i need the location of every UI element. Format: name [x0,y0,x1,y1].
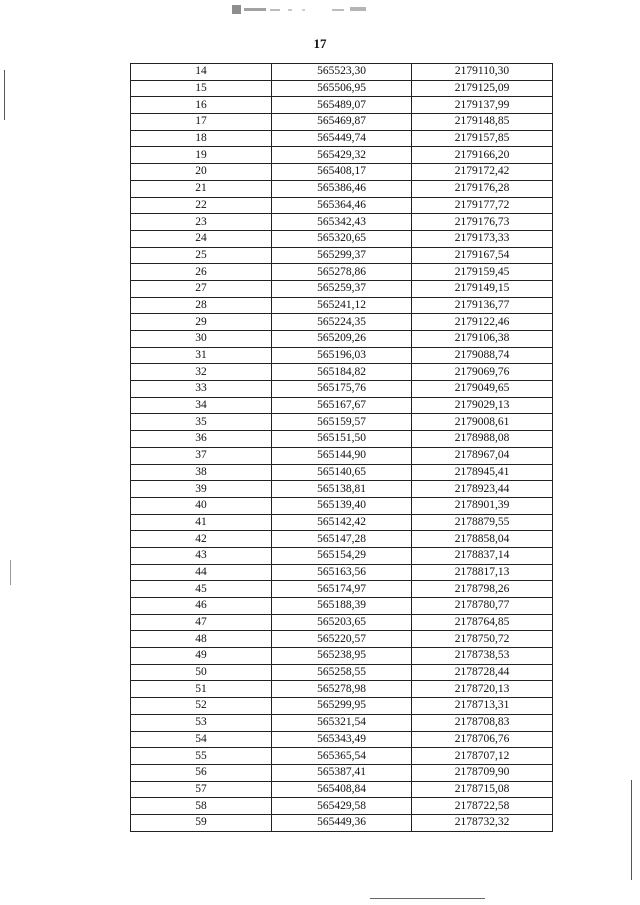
table-row [131,280,553,297]
x-coordinate-cell: 565163,56 [272,564,412,581]
table-row [131,414,553,431]
x-coordinate-cell: 565299,37 [272,247,412,264]
table-row [131,381,553,398]
table-row [131,547,553,564]
x-coordinate-cell: 565523,30 [272,64,412,81]
x-coordinate-cell: 565278,86 [272,264,412,281]
table-row [131,798,553,815]
x-coordinate-cell: 565140,65 [272,464,412,481]
y-coordinate-cell: 2179149,15 [412,280,553,297]
y-coordinate-cell: 2178728,44 [412,664,553,681]
table-row [131,481,553,498]
point-number-cell: 16 [131,97,272,114]
y-coordinate-cell: 2179172,42 [412,164,553,181]
x-coordinate-cell: 565320,65 [272,230,412,247]
table-row [131,598,553,615]
table-row [131,164,553,181]
x-coordinate-cell: 565220,57 [272,631,412,648]
point-number-cell: 18 [131,130,272,147]
table-row [131,731,553,748]
x-coordinate-cell: 565139,40 [272,497,412,514]
right-margin-mark [631,780,632,880]
y-coordinate-cell: 2178780,77 [412,598,553,615]
y-coordinate-cell: 2178750,72 [412,631,553,648]
table-row [131,681,553,698]
y-coordinate-cell: 2179157,85 [412,130,553,147]
point-number-cell: 42 [131,531,272,548]
point-number-cell: 15 [131,80,272,97]
y-coordinate-cell: 2179110,30 [412,64,553,81]
table-row [131,97,553,114]
x-coordinate-cell: 565342,43 [272,214,412,231]
x-coordinate-cell: 565429,58 [272,798,412,815]
point-number-cell: 14 [131,64,272,81]
table-row [131,230,553,247]
table-row [131,347,553,364]
point-number-cell: 56 [131,764,272,781]
table-row [131,331,553,348]
x-coordinate-cell: 565184,82 [272,364,412,381]
y-coordinate-cell: 2178715,08 [412,781,553,798]
x-coordinate-cell: 565196,03 [272,347,412,364]
point-number-cell: 46 [131,598,272,615]
y-coordinate-cell: 2178988,08 [412,431,553,448]
y-coordinate-cell: 2178945,41 [412,464,553,481]
point-number-cell: 25 [131,247,272,264]
x-coordinate-cell: 565159,57 [272,414,412,431]
table-row [131,431,553,448]
x-coordinate-cell: 565144,90 [272,447,412,464]
y-coordinate-cell: 2178709,90 [412,764,553,781]
point-number-cell: 39 [131,481,272,498]
y-coordinate-cell: 2178879,55 [412,514,553,531]
coordinates-table [130,63,553,832]
left-margin-mark [4,70,5,120]
point-number-cell: 22 [131,197,272,214]
point-number-cell: 17 [131,114,272,131]
left-margin-mark [10,560,11,585]
x-coordinate-cell: 565506,95 [272,80,412,97]
point-number-cell: 20 [131,164,272,181]
table-row [131,564,553,581]
x-coordinate-cell: 565449,36 [272,814,412,831]
table-row [131,514,553,531]
point-number-cell: 27 [131,280,272,297]
x-coordinate-cell: 565258,55 [272,664,412,681]
point-number-cell: 59 [131,814,272,831]
y-coordinate-cell: 2178817,13 [412,564,553,581]
point-number-cell: 36 [131,431,272,448]
y-coordinate-cell: 2179049,65 [412,381,553,398]
x-coordinate-cell: 565241,12 [272,297,412,314]
x-coordinate-cell: 565138,81 [272,481,412,498]
table-row [131,714,553,731]
x-coordinate-cell: 565386,46 [272,180,412,197]
table-row [131,114,553,131]
x-coordinate-cell: 565408,84 [272,781,412,798]
table-row [131,80,553,97]
x-coordinate-cell: 565174,97 [272,581,412,598]
y-coordinate-cell: 2178732,32 [412,814,553,831]
point-number-cell: 29 [131,314,272,331]
y-coordinate-cell: 2179136,77 [412,297,553,314]
point-number-cell: 43 [131,547,272,564]
table-row [131,447,553,464]
y-coordinate-cell: 2178713,31 [412,698,553,715]
y-coordinate-cell: 2179029,13 [412,397,553,414]
y-coordinate-cell: 2179176,28 [412,180,553,197]
page-number: 17 [313,36,327,51]
point-number-cell: 57 [131,781,272,798]
y-coordinate-cell: 2178706,76 [412,731,553,748]
table-row [131,764,553,781]
point-number-cell: 37 [131,447,272,464]
x-coordinate-cell: 565343,49 [272,731,412,748]
point-number-cell: 40 [131,497,272,514]
y-coordinate-cell: 2179166,20 [412,147,553,164]
point-number-cell: 24 [131,230,272,247]
table-row [131,180,553,197]
table-row [131,814,553,831]
table-row [131,147,553,164]
point-number-cell: 51 [131,681,272,698]
y-coordinate-cell: 2179176,73 [412,214,553,231]
table-row [131,648,553,665]
point-number-cell: 41 [131,514,272,531]
y-coordinate-cell: 2178764,85 [412,614,553,631]
y-coordinate-cell: 2178967,04 [412,447,553,464]
x-coordinate-cell: 565365,54 [272,748,412,765]
table-row [131,64,553,81]
table-row [131,264,553,281]
y-coordinate-cell: 2178798,26 [412,581,553,598]
scan-header-artifact [232,2,382,16]
y-coordinate-cell: 2178708,83 [412,714,553,731]
x-coordinate-cell: 565408,17 [272,164,412,181]
y-coordinate-cell: 2179148,85 [412,114,553,131]
table-row [131,314,553,331]
point-number-cell: 21 [131,180,272,197]
table-row [131,781,553,798]
table-row [131,464,553,481]
point-number-cell: 35 [131,414,272,431]
y-coordinate-cell: 2179167,54 [412,247,553,264]
table-row [131,297,553,314]
point-number-cell: 58 [131,798,272,815]
x-coordinate-cell: 565469,87 [272,114,412,131]
table-row [131,531,553,548]
point-number-cell: 45 [131,581,272,598]
coordinates-table-body [131,64,553,832]
y-coordinate-cell: 2178901,39 [412,497,553,514]
point-number-cell: 53 [131,714,272,731]
table-row [131,748,553,765]
x-coordinate-cell: 565449,74 [272,130,412,147]
y-coordinate-cell: 2179069,76 [412,364,553,381]
point-number-cell: 49 [131,648,272,665]
point-number-cell: 47 [131,614,272,631]
x-coordinate-cell: 565147,28 [272,531,412,548]
x-coordinate-cell: 565489,07 [272,97,412,114]
x-coordinate-cell: 565154,29 [272,547,412,564]
x-coordinate-cell: 565209,26 [272,331,412,348]
y-coordinate-cell: 2179122,46 [412,314,553,331]
point-number-cell: 50 [131,664,272,681]
x-coordinate-cell: 565364,46 [272,197,412,214]
table-row [131,197,553,214]
x-coordinate-cell: 565429,32 [272,147,412,164]
x-coordinate-cell: 565142,42 [272,514,412,531]
x-coordinate-cell: 565299,95 [272,698,412,715]
footer-line [370,898,485,899]
y-coordinate-cell: 2179173,33 [412,230,553,247]
point-number-cell: 31 [131,347,272,364]
x-coordinate-cell: 565224,35 [272,314,412,331]
x-coordinate-cell: 565321,54 [272,714,412,731]
y-coordinate-cell: 2179106,38 [412,331,553,348]
x-coordinate-cell: 565175,76 [272,381,412,398]
y-coordinate-cell: 2178837,14 [412,547,553,564]
point-number-cell: 54 [131,731,272,748]
y-coordinate-cell: 2179137,99 [412,97,553,114]
x-coordinate-cell: 565278,98 [272,681,412,698]
table-row [131,214,553,231]
y-coordinate-cell: 2179125,09 [412,80,553,97]
y-coordinate-cell: 2178858,04 [412,531,553,548]
y-coordinate-cell: 2178738,53 [412,648,553,665]
point-number-cell: 28 [131,297,272,314]
x-coordinate-cell: 565167,67 [272,397,412,414]
table-row [131,397,553,414]
x-coordinate-cell: 565203,65 [272,614,412,631]
x-coordinate-cell: 565188,39 [272,598,412,615]
point-number-cell: 44 [131,564,272,581]
point-number-cell: 19 [131,147,272,164]
x-coordinate-cell: 565259,37 [272,280,412,297]
y-coordinate-cell: 2178720,13 [412,681,553,698]
y-coordinate-cell: 2179177,72 [412,197,553,214]
y-coordinate-cell: 2178707,12 [412,748,553,765]
point-number-cell: 48 [131,631,272,648]
point-number-cell: 23 [131,214,272,231]
table-row [131,497,553,514]
point-number-cell: 33 [131,381,272,398]
y-coordinate-cell: 2178722,58 [412,798,553,815]
point-number-cell: 34 [131,397,272,414]
y-coordinate-cell: 2178923,44 [412,481,553,498]
y-coordinate-cell: 2179159,45 [412,264,553,281]
point-number-cell: 38 [131,464,272,481]
y-coordinate-cell: 2179008,61 [412,414,553,431]
x-coordinate-cell: 565151,50 [272,431,412,448]
table-row [131,130,553,147]
table-row [131,698,553,715]
table-row [131,364,553,381]
point-number-cell: 30 [131,331,272,348]
point-number-cell: 26 [131,264,272,281]
point-number-cell: 55 [131,748,272,765]
y-coordinate-cell: 2179088,74 [412,347,553,364]
x-coordinate-cell: 565238,95 [272,648,412,665]
table-row [131,631,553,648]
point-number-cell: 52 [131,698,272,715]
table-row [131,614,553,631]
table-row [131,664,553,681]
x-coordinate-cell: 565387,41 [272,764,412,781]
table-row [131,247,553,264]
point-number-cell: 32 [131,364,272,381]
table-row [131,581,553,598]
